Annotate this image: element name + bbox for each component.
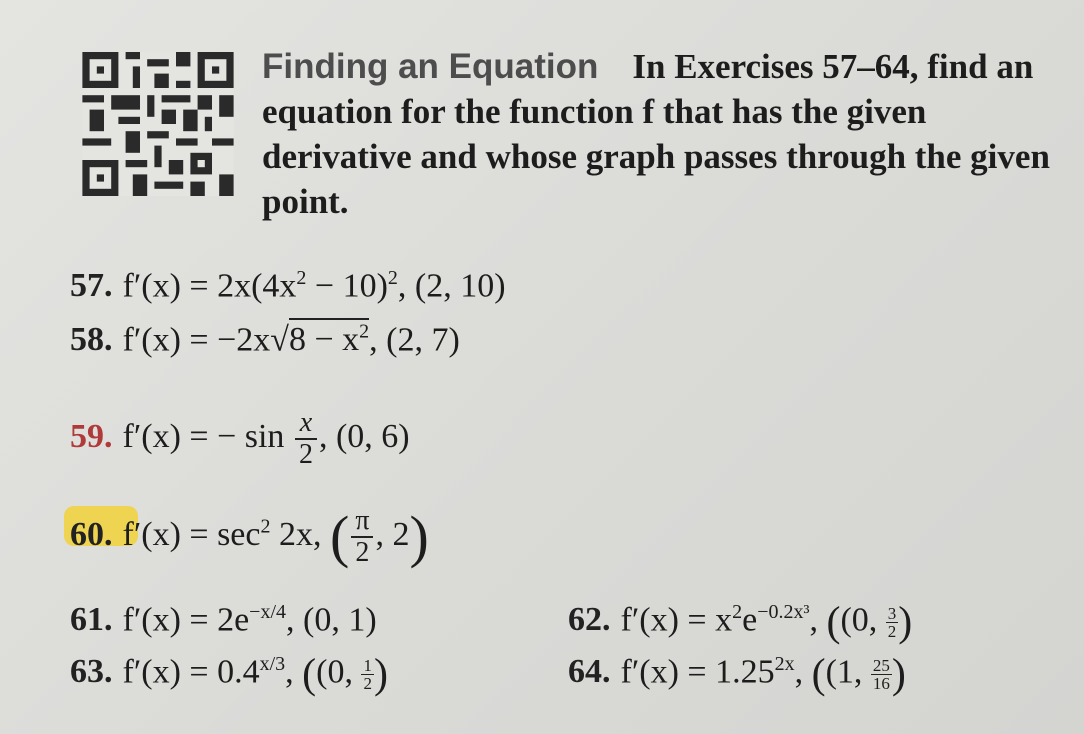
base-e: e	[742, 601, 758, 639]
denominator: 2	[887, 622, 897, 642]
exercise-64: 64. $f'(x) = 1.25^{2x}$, ((1, $\frac{25}{16}$ )	[568, 651, 906, 698]
point: (0, 1)	[303, 601, 377, 639]
derivative: f′(x) = 0.4	[122, 653, 260, 691]
argument: 2x,	[270, 515, 330, 553]
denominator: 2	[363, 674, 372, 694]
close-paren: )	[898, 599, 913, 646]
exercise-number: 62.	[568, 601, 611, 639]
point: (2, 7)	[386, 321, 460, 359]
numerator: 25	[872, 656, 890, 676]
derivative: f′(x) = − sin	[122, 417, 293, 455]
numerator: 3	[887, 604, 897, 624]
derivative: f′(x) = 2x(4x	[122, 267, 297, 305]
point-x: (0,	[840, 601, 886, 639]
separator: ,	[369, 321, 387, 359]
point: (0, 6)	[335, 417, 410, 455]
derivative: f′(x) = 1.25	[620, 653, 775, 691]
exercise-number: 64.	[568, 653, 611, 691]
separator: ,	[375, 515, 393, 553]
exponent: 2	[387, 267, 398, 289]
exponent: −x/4	[249, 601, 287, 623]
derivative: f′(x) = sec	[122, 515, 261, 553]
separator: ,	[286, 601, 304, 639]
exercise-number: 59.	[70, 417, 113, 455]
point-x: (0,	[316, 653, 362, 691]
denominator: 2	[298, 439, 313, 470]
exercise-number: 63.	[70, 653, 113, 691]
derivative: f′(x) = 2e	[122, 601, 250, 639]
separator: ,	[318, 417, 336, 455]
exercise-59	[70, 408, 410, 470]
separator: ,	[794, 653, 812, 691]
numerator: x	[295, 408, 317, 440]
section-title: Finding an Equation	[262, 47, 599, 86]
derivative: f′(x) = x	[620, 601, 733, 639]
sqrt-symbol: √	[270, 321, 289, 359]
exercise-63: 63. $f'(x) = 0.4^{x/3}$, ((0, $\frac{1}{2}$ )	[70, 651, 388, 698]
separator: ,	[809, 601, 827, 639]
point: (2, 10)	[414, 267, 506, 305]
exercise-62: 62. $f'(x) = x^2e^{-0.2x^3}$, ((0, $\frac{3}{2}$ )	[568, 599, 913, 646]
exponent: 2	[260, 515, 271, 538]
close-paren: )	[373, 651, 388, 698]
point-x: (1,	[825, 653, 871, 691]
denominator: 16	[872, 674, 890, 694]
instructions: In Exercises 57–64, find an equation for the function f that has the given derivative and whose graph passes through the given point.	[262, 47, 1050, 221]
separator: ,	[397, 267, 415, 305]
radicand: 8 − x	[288, 321, 360, 359]
separator: ,	[285, 653, 303, 691]
fraction	[361, 657, 374, 692]
exponent: 2	[732, 601, 743, 623]
derivative-part: − 10)	[306, 267, 388, 305]
exercise-number: 60.	[70, 515, 113, 553]
exercise-60: 60. $f'(x) = \sec^2 2x$, ( $\frac{\pi}{2}$ , 2)	[70, 504, 429, 569]
fraction	[886, 605, 899, 640]
close-paren: )	[891, 651, 906, 698]
exercise-heading	[262, 44, 1062, 224]
exponent: 2	[296, 267, 307, 289]
numerator: 1	[363, 656, 372, 676]
numerator: π	[351, 506, 373, 538]
exercise-number: 61.	[70, 601, 113, 639]
exponent: 2	[359, 321, 370, 343]
exponent: x/3	[259, 653, 286, 675]
exercise-58	[70, 312, 460, 360]
fraction	[295, 408, 317, 470]
exponent: −0.2x³	[757, 601, 810, 623]
exercise-61	[70, 592, 377, 640]
exercise-57	[70, 258, 506, 306]
denominator: 2	[355, 537, 370, 568]
exponent: 2x	[774, 653, 795, 675]
exercise-number: 58.	[70, 321, 113, 359]
exercise-number: 57.	[70, 267, 113, 305]
qr-code-icon	[82, 52, 234, 196]
fraction	[351, 506, 373, 568]
derivative: f′(x) = −2x	[122, 321, 271, 359]
point-y: 2	[392, 515, 410, 553]
fraction	[871, 657, 892, 692]
